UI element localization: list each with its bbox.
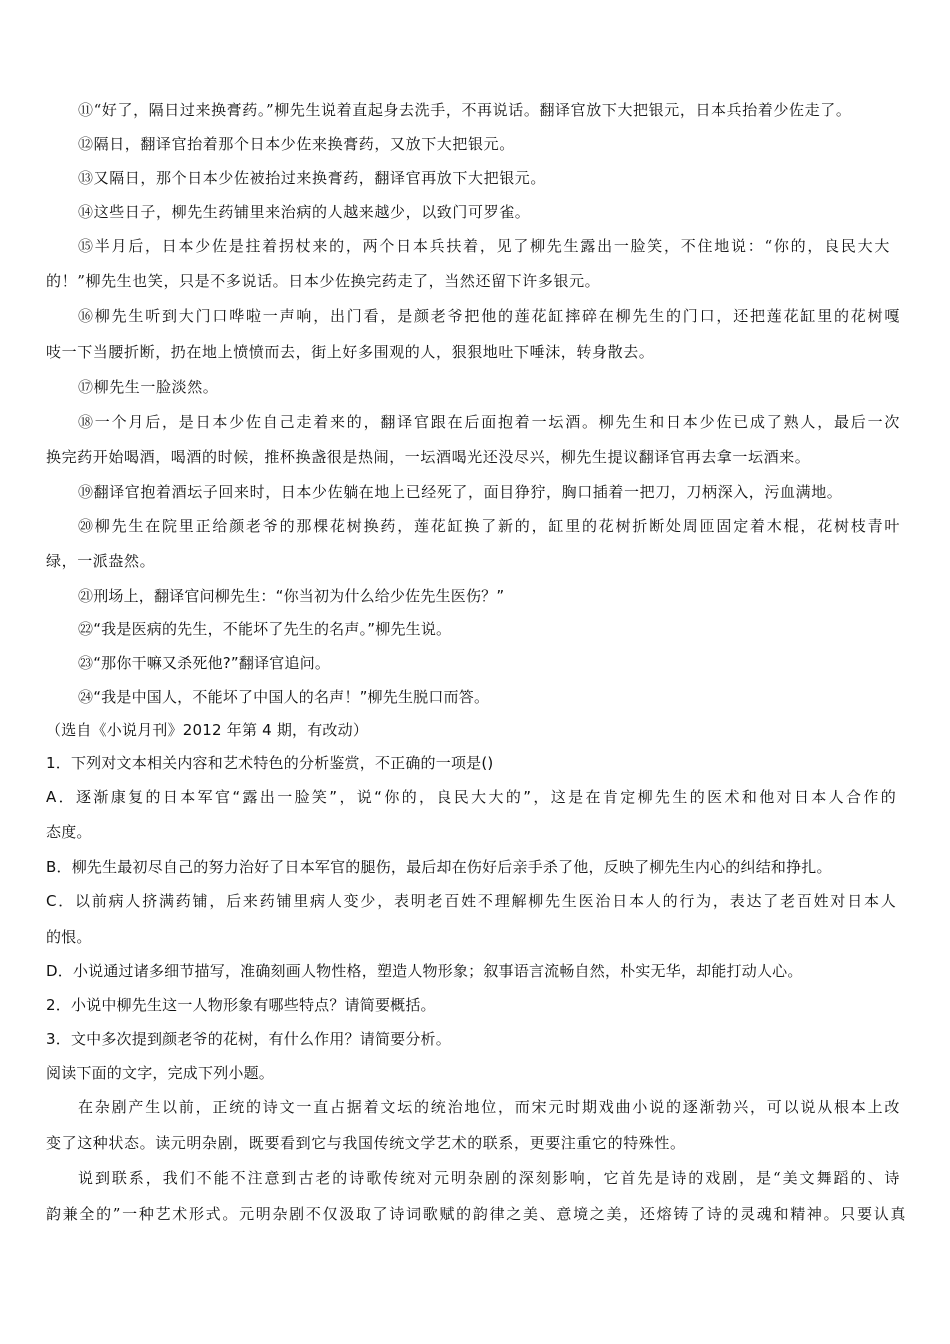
paragraph-21-line-1: ㉑刑场上，翻译官问柳先生：“你当初为什么给少佐先生医伤？” xyxy=(78,587,505,605)
paragraph-15-line-1: ⑮半月后，日本少佐是拄着拐杖来的，两个日本兵扶着，见了柳先生露出一脸笑，不住地说：“你的，良民大大 xyxy=(78,237,890,255)
paragraph-16-line-2: 吱一下当腰折断，扔在地上愤愤而去，街上好多围观的人，狠狠地吐下唾沫，转身散去。 xyxy=(46,343,655,361)
essay-paragraph-1-line-1: 在杂剧产生以前，正统的诗文一直占据着文坛的统治地位，而宋元时期戏曲小说的逐渐勃兴，可以说从根本上改 xyxy=(78,1098,900,1116)
paragraph-17-line-1: ⑰柳先生一脸淡然。 xyxy=(78,378,219,396)
paragraph-22-line-1: ㉒“我是医病的先生，不能坏了先生的名声。”柳先生说。 xyxy=(78,620,452,638)
question-3: 3．文中多次提到颜老爷的花树，有什么作用？请简要分析。 xyxy=(46,1030,451,1048)
paragraph-11-line-1: ⑪“好了，隔日过来换膏药。”柳先生说着直起身去洗手，不再说话。翻译官放下大把银元，日本兵抬着少佐走了。 xyxy=(78,101,852,119)
paragraph-15-line-2: 的！”柳先生也笑，只是不多说话。日本少佐换完药走了，当然还留下许多银元。 xyxy=(46,272,601,290)
option-d-line-1: D．小说通过诸多细节描写，准确刻画人物性格，塑造人物形象；叙事语言流畅自然，朴实无华，却能打动人心。 xyxy=(46,962,803,980)
paragraph-14-line-1: ⑭这些日子，柳先生药铺里来治病的人越来越少，以致门可罗雀。 xyxy=(78,203,531,221)
question-1: 1．下列对文本相关内容和艺术特色的分析鉴赏，不正确的一项是() xyxy=(46,754,494,772)
option-b-line-1: B．柳先生最初尽自己的努力治好了日本军官的腿伤，最后却在伤好后亲手杀了他，反映了柳先生内心的纠结和挣扎。 xyxy=(46,858,832,876)
option-c-line-2: 的恨。 xyxy=(46,928,92,946)
source-citation: （选自《小说月刊》2012 年第 4 期，有改动） xyxy=(46,721,369,739)
paragraph-13-line-1: ⑬又隔日，那个日本少佐被抬过来换膏药，翻译官再放下大把银元。 xyxy=(78,169,547,187)
paragraph-19-line-1: ⑲翻译官抱着酒坛子回来时，日本少佐躺在地上已经死了，面目狰狞，胸口插着一把刀，刀柄深入，污血满地。 xyxy=(78,483,843,501)
option-c-line-1: C．以前病人挤满药铺，后来药铺里病人变少，表明老百姓不理解柳先生医治日本人的行为，表达了老百姓对日本人 xyxy=(46,892,896,910)
question-2: 2．小说中柳先生这一人物形象有哪些特点？请简要概括。 xyxy=(46,996,436,1014)
paragraph-20-line-1: ⑳柳先生在院里正给颜老爷的那棵花树换药，莲花缸换了新的，缸里的花树折断处周匝固定着木棍，花树枝青叶 xyxy=(78,517,900,535)
paragraph-18-line-2: 换完药开始喝酒，喝酒的时候，推杯换盏很是热闹，一坛酒喝光还没尽兴，柳先生提议翻译官再去拿一坛酒来。 xyxy=(46,448,811,466)
essay-paragraph-2-line-1: 说到联系，我们不能不注意到古老的诗歌传统对元明杂剧的深刻影响，它首先是诗的戏剧，是“美文舞蹈的、诗 xyxy=(78,1169,900,1187)
paragraph-20-line-2: 绿，一派盎然。 xyxy=(46,552,156,570)
reading-instruction: 阅读下面的文字，完成下列小题。 xyxy=(46,1064,275,1082)
paragraph-23-line-1: ㉓“那你干嘛又杀死他?”翻译官追问。 xyxy=(78,654,331,672)
paragraph-24-line-1: ㉔“我是中国人，不能坏了中国人的名声！”柳先生脱口而答。 xyxy=(78,688,490,706)
essay-paragraph-1-line-2: 变了这种状态。读元明杂剧，既要看到它与我国传统文学艺术的联系，更要注重它的特殊性。 xyxy=(46,1134,686,1152)
option-a-line-1: A．逐渐康复的日本军官“露出一脸笑”，说“你的，良民大大的”，这是在肯定柳先生的医术和他对日本人合作的 xyxy=(46,788,896,806)
paragraph-12-line-1: ⑫隔日，翻译官抬着那个日本少佐来换膏药，又放下大把银元。 xyxy=(78,135,515,153)
option-a-line-2: 态度。 xyxy=(46,823,92,841)
paragraph-18-line-1: ⑱一个月后，是日本少佐自己走着来的，翻译官跟在后面抱着一坛酒。柳先生和日本少佐已成了熟人，最后一次 xyxy=(78,413,900,431)
paragraph-16-line-1: ⑯柳先生听到大门口哗啦一声响，出门看，是颜老爷把他的莲花缸摔碎在柳先生的门口，还把莲花缸里的花树嘎 xyxy=(78,307,900,325)
essay-paragraph-2-line-2: 韵兼全的”一种艺术形式。元明杂剧不仅汲取了诗词歌赋的韵律之美、意境之美，还熔铸了诗的灵魂和精神。只要认真 xyxy=(46,1205,906,1223)
